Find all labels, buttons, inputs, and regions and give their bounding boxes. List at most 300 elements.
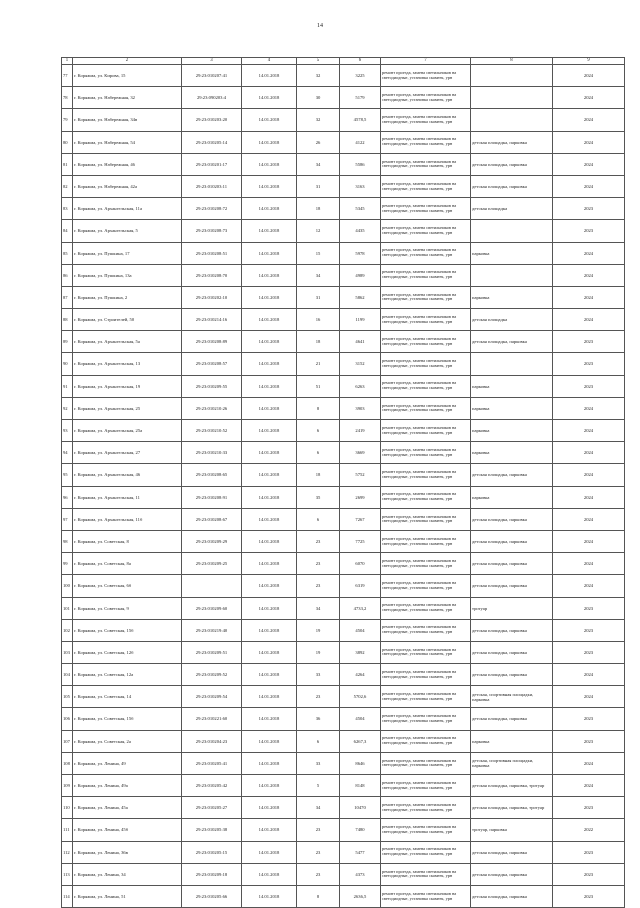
cadastral-number-cell: 29:23:010202:10 (182, 286, 242, 308)
year-cell: 2023 (553, 220, 625, 242)
column-header: 4 (242, 58, 297, 65)
additional-works-cell: детская площадка, парковка (471, 131, 553, 153)
address-cell: г. Коряжма, ул. Набережная, 32 (73, 87, 182, 109)
header-row (62, 58, 625, 65)
works-cell: ремонт проезда, замена светильников на светодиодные, установка скамеек, урн (381, 175, 471, 197)
address-cell: г. Коряжма, ул. Пушкина, 13а (73, 264, 182, 286)
cadastral-number-cell: 29:23:010209:54 (182, 686, 242, 708)
area-cell: 2699 (340, 486, 381, 508)
year-cell: 2024 (553, 309, 625, 331)
cadastral-number-cell: 29:23:010205:38 (182, 819, 242, 841)
area-cell: 5477 (340, 841, 381, 863)
year-cell: 2024 (553, 242, 625, 264)
address-cell: г. Коряжма, ул. Набережная, 46 (73, 153, 182, 175)
table-body (62, 65, 625, 908)
additional-works-cell: парковка (471, 730, 553, 752)
works-cell: ремонт проезда, замена светильников на светодиодные, установка скамеек, урн (381, 109, 471, 131)
row-number: 89 (62, 331, 73, 353)
works-cell: ремонт проезда, замена светильников на светодиодные, установка скамеек, урн (381, 597, 471, 619)
table-row (62, 530, 625, 552)
count-cell: 33 (297, 752, 340, 774)
cadastral-number-cell: 29:23:010208:73 (182, 220, 242, 242)
works-cell: ремонт проезда, замена светильников на светодиодные, установка скамеек, урн (381, 198, 471, 220)
address-cell: г. Коряжма, ул. Архангельская, 11а (73, 198, 182, 220)
row-number: 103 (62, 641, 73, 663)
table-row (62, 397, 625, 419)
additional-works-cell: детская площадка (471, 309, 553, 331)
cadastral-number-cell: 29:23:010205:27 (182, 797, 242, 819)
additional-works-cell: детская площадка, парковка (471, 331, 553, 353)
additional-works-cell: парковка (471, 242, 553, 264)
works-cell: ремонт проезда, замена светильников на светодиодные, установка скамеек, урн (381, 641, 471, 663)
address-cell: г. Коряжма, ул. Архангельская, 13 (73, 353, 182, 375)
area-cell: 4989 (340, 264, 381, 286)
cadastral-number-cell: 29:23:010208:67 (182, 508, 242, 530)
count-cell: 26 (297, 131, 340, 153)
column-header: 7 (381, 58, 471, 65)
row-number: 102 (62, 619, 73, 641)
count-cell: 18 (297, 198, 340, 220)
year-cell: 2023 (553, 641, 625, 663)
address-cell: г. Коряжма, ул. Пушкина, 2 (73, 286, 182, 308)
works-cell: ремонт проезда, замена светильников на светодиодные, установка скамеек, урн (381, 686, 471, 708)
additional-works-cell (471, 65, 553, 87)
date-cell: 14.01.2018 (242, 752, 297, 774)
address-cell: г. Коряжма, ул. Советская, 8а (73, 553, 182, 575)
year-cell: 2024 (553, 175, 625, 197)
row-number: 112 (62, 841, 73, 863)
area-cell: 4733,2 (340, 597, 381, 619)
date-cell: 14.01.2018 (242, 198, 297, 220)
area-cell: 4641 (340, 331, 381, 353)
row-number: 94 (62, 442, 73, 464)
row-number: 84 (62, 220, 73, 242)
address-cell: г. Коряжма, ул. Набережная, 34в (73, 109, 182, 131)
date-cell: 14.01.2018 (242, 597, 297, 619)
address-cell: г. Коряжма, ул. Советская, 9 (73, 597, 182, 619)
works-cell: ремонт проезда, замена светильников на светодиодные, установка скамеек, урн (381, 819, 471, 841)
additional-works-cell (471, 264, 553, 286)
address-cell: г. Коряжма, ул. Ленина, 45а (73, 797, 182, 819)
column-header: 5 (297, 58, 340, 65)
table-row (62, 464, 625, 486)
works-cell: ремонт проезда, замена светильников на светодиодные, установка скамеек, урн (381, 65, 471, 87)
row-number: 88 (62, 309, 73, 331)
year-cell: 2023 (553, 375, 625, 397)
works-cell: ремонт проезда, замена светильников на светодиодные, установка скамеек, урн (381, 508, 471, 530)
date-cell: 14.01.2018 (242, 442, 297, 464)
year-cell: 2024 (553, 420, 625, 442)
additional-works-cell: детская площадка, парковка (471, 841, 553, 863)
count-cell: 6 (297, 508, 340, 530)
cadastral-number-cell (182, 575, 242, 597)
count-cell: 35 (297, 486, 340, 508)
works-cell: ремонт проезда, замена светильников на светодиодные, установка скамеек, урн (381, 619, 471, 641)
year-cell: 2024 (553, 109, 625, 131)
row-number: 80 (62, 131, 73, 153)
address-cell: г. Коряжма, ул. Архангельская, 25 (73, 397, 182, 419)
table-row (62, 131, 625, 153)
additional-works-cell: детская площадка (471, 198, 553, 220)
works-cell: ремонт проезда, замена светильников на светодиодные, установка скамеек, урн (381, 775, 471, 797)
count-cell: 34 (297, 153, 340, 175)
area-cell: 5345 (340, 198, 381, 220)
area-cell: 6267,3 (340, 730, 381, 752)
cadastral-number-cell: 29:23:010210:33 (182, 442, 242, 464)
works-cell: ремонт проезда, замена светильников на светодиодные, установка скамеек, урн (381, 264, 471, 286)
table-row (62, 175, 625, 197)
date-cell: 14.01.2018 (242, 375, 297, 397)
works-cell: ремонт проезда, замена светильников на светодиодные, установка скамеек, урн (381, 353, 471, 375)
count-cell: 6 (297, 442, 340, 464)
cadastral-number-cell: 29:23:010205:66 (182, 885, 242, 907)
area-cell: 3152 (340, 353, 381, 375)
count-cell: 31 (297, 286, 340, 308)
address-cell: г. Коряжма, ул. Ленина, 49а (73, 775, 182, 797)
date-cell: 14.01.2018 (242, 420, 297, 442)
year-cell: 2024 (553, 553, 625, 575)
date-cell: 14.01.2018 (242, 530, 297, 552)
cadastral-number-cell: 29:23:010205:14 (182, 131, 242, 153)
year-cell: 2023 (553, 730, 625, 752)
works-cell: ремонт проезда, замена светильников на светодиодные, установка скамеек, урн (381, 131, 471, 153)
area-cell: 5978 (340, 242, 381, 264)
address-cell: г. Коряжма, ул. Ленина, 49 (73, 752, 182, 774)
date-cell: 14.01.2018 (242, 619, 297, 641)
table-row (62, 597, 625, 619)
year-cell: 2023 (553, 797, 625, 819)
additional-works-cell: детская площадка, парковка (471, 885, 553, 907)
address-cell: г. Коряжма, ул. Советская, 6б (73, 575, 182, 597)
count-cell: 36 (297, 708, 340, 730)
table-row (62, 841, 625, 863)
works-cell: ремонт проезда, замена светильников на светодиодные, установка скамеек, урн (381, 708, 471, 730)
row-number: 77 (62, 65, 73, 87)
cadastral-number-cell: 29:23:010203:20 (182, 109, 242, 131)
year-cell: 2024 (553, 486, 625, 508)
area-cell: 5702,6 (340, 686, 381, 708)
column-header: 2 (73, 58, 182, 65)
year-cell: 2024 (553, 530, 625, 552)
row-number: 99 (62, 553, 73, 575)
area-cell: 6263 (340, 375, 381, 397)
address-cell: г. Коряжма, ул. Архангельская, 11б (73, 508, 182, 530)
additional-works-cell: детская площадка, парковка (471, 641, 553, 663)
row-number: 114 (62, 885, 73, 907)
year-cell: 2024 (553, 464, 625, 486)
date-cell: 14.01.2018 (242, 885, 297, 907)
table-row (62, 286, 625, 308)
row-number: 105 (62, 686, 73, 708)
year-cell: 2024 (553, 575, 625, 597)
cadastral-number-cell: 29:23:010214:16 (182, 309, 242, 331)
table-row (62, 508, 625, 530)
cadastral-number-cell: 29:23:010208:89 (182, 331, 242, 353)
date-cell: 14.01.2018 (242, 175, 297, 197)
date-cell: 14.01.2018 (242, 797, 297, 819)
works-cell: ремонт проезда, замена светильников на светодиодные, установка скамеек, урн (381, 242, 471, 264)
area-cell: 4122 (340, 131, 381, 153)
works-cell: ремонт проезда, замена светильников на светодиодные, установка скамеек, урн (381, 530, 471, 552)
table-row (62, 87, 625, 109)
cadastral-number-cell: 29:23:010210:52 (182, 420, 242, 442)
row-number: 79 (62, 109, 73, 131)
address-cell: г. Коряжма, ул. Архангельская, 5а (73, 331, 182, 353)
year-cell: 2024 (553, 153, 625, 175)
row-number: 98 (62, 530, 73, 552)
address-cell: г. Коряжма, ул. Кирова, 15 (73, 65, 182, 87)
table-row (62, 309, 625, 331)
year-cell: 2023 (553, 198, 625, 220)
column-header: 6 (340, 58, 381, 65)
additional-works-cell: парковка (471, 397, 553, 419)
table-row (62, 752, 625, 774)
area-cell: 4504 (340, 708, 381, 730)
address-cell: г. Коряжма, ул. Ленина, 36в (73, 841, 182, 863)
area-cell: 5752 (340, 464, 381, 486)
address-cell: г. Коряжма, ул. Советская, 15б (73, 708, 182, 730)
additional-works-cell: детская, спортивная площадки, парковка (471, 752, 553, 774)
additional-works-cell: детская площадка, парковка (471, 508, 553, 530)
date-cell: 14.01.2018 (242, 508, 297, 530)
address-cell: г. Коряжма, ул. Ленина, 51 (73, 885, 182, 907)
address-cell: г. Коряжма, ул. Архангельская, 5 (73, 220, 182, 242)
additional-works-cell: детская площадка, парковка (471, 175, 553, 197)
additional-works-cell: детская площадка, парковка (471, 153, 553, 175)
date-cell: 14.01.2018 (242, 664, 297, 686)
date-cell: 14.01.2018 (242, 264, 297, 286)
count-cell: 32 (297, 65, 340, 87)
cadastral-number-cell: 29:23:010208:51 (182, 242, 242, 264)
count-cell: 23 (297, 841, 340, 863)
table-row (62, 153, 625, 175)
row-number: 100 (62, 575, 73, 597)
additional-works-cell: тротуар (471, 597, 553, 619)
row-number: 95 (62, 464, 73, 486)
table-row (62, 797, 625, 819)
row-number: 111 (62, 819, 73, 841)
count-cell: 23 (297, 575, 340, 597)
cadastral-number-cell: 29:23:010208:91 (182, 486, 242, 508)
area-cell: 7267 (340, 508, 381, 530)
table-row (62, 420, 625, 442)
table-row (62, 708, 625, 730)
additional-works-cell: детская площадка, парковка, тротуар (471, 775, 553, 797)
works-cell: ремонт проезда, замена светильников на светодиодные, установка скамеек, урн (381, 286, 471, 308)
additional-works-cell: детская площадка, парковка (471, 530, 553, 552)
works-cell: ремонт проезда, замена светильников на светодиодные, установка скамеек, урн (381, 420, 471, 442)
count-cell: 30 (297, 87, 340, 109)
row-number: 96 (62, 486, 73, 508)
year-cell: 2024 (553, 752, 625, 774)
date-cell: 14.01.2018 (242, 819, 297, 841)
date-cell: 14.01.2018 (242, 65, 297, 87)
year-cell: 2022 (553, 819, 625, 841)
address-cell: г. Коряжма, ул. Строителей, 50 (73, 309, 182, 331)
cadastral-number-cell: 29:23:010203:11 (182, 175, 242, 197)
area-cell: 4504 (340, 619, 381, 641)
additional-works-cell (471, 220, 553, 242)
address-cell: г. Коряжма, ул. Советская, 8 (73, 530, 182, 552)
table-row (62, 730, 625, 752)
works-cell: ремонт проезда, замена светильников на светодиодные, установка скамеек, урн (381, 331, 471, 353)
year-cell: 2024 (553, 775, 625, 797)
table-row (62, 486, 625, 508)
row-number: 107 (62, 730, 73, 752)
row-number: 113 (62, 863, 73, 885)
date-cell: 14.01.2018 (242, 220, 297, 242)
address-cell: г. Коряжма, ул. Ленина, 45б (73, 819, 182, 841)
address-cell: г. Коряжма, ул. Советская, 12б (73, 641, 182, 663)
date-cell: 14.01.2018 (242, 486, 297, 508)
address-cell: г. Коряжма, ул. Архангельская, 46 (73, 464, 182, 486)
row-number: 109 (62, 775, 73, 797)
area-cell: 8646 (340, 752, 381, 774)
date-cell: 14.01.2018 (242, 353, 297, 375)
works-cell: ремонт проезда, замена светильников на светодиодные, установка скамеек, урн (381, 397, 471, 419)
date-cell: 14.01.2018 (242, 286, 297, 308)
area-cell: 4373 (340, 863, 381, 885)
count-cell: 6 (297, 420, 340, 442)
table-row (62, 242, 625, 264)
year-cell: 2024 (553, 286, 625, 308)
additional-works-cell: парковка (471, 420, 553, 442)
count-cell: 34 (297, 797, 340, 819)
additional-works-cell: детская, спортивная площадки, парковка (471, 686, 553, 708)
count-cell: 18 (297, 331, 340, 353)
date-cell: 14.01.2018 (242, 397, 297, 419)
count-cell: 19 (297, 641, 340, 663)
additional-works-cell: парковка (471, 375, 553, 397)
works-cell: ремонт проезда, замена светильников на светодиодные, установка скамеек, урн (381, 797, 471, 819)
column-header: 3 (182, 58, 242, 65)
cadastral-number-cell: 29:23:010219:40 (182, 619, 242, 641)
count-cell: 19 (297, 619, 340, 641)
works-cell: ремонт проезда, замена светильников на светодиодные, установка скамеек, урн (381, 375, 471, 397)
table-row (62, 641, 625, 663)
year-cell: 2024 (553, 131, 625, 153)
year-cell: 2023 (553, 353, 625, 375)
year-cell: 2024 (553, 397, 625, 419)
row-number: 91 (62, 375, 73, 397)
date-cell: 14.01.2018 (242, 464, 297, 486)
cadastral-number-cell: 29:23:010209:55 (182, 375, 242, 397)
date-cell: 14.01.2018 (242, 863, 297, 885)
area-cell: 6070 (340, 553, 381, 575)
additional-works-cell: парковка (471, 486, 553, 508)
cadastral-number-cell: 29:23:010208:57 (182, 353, 242, 375)
additional-works-cell: детская площадка, парковка (471, 575, 553, 597)
yard-improvement-table (61, 57, 625, 908)
table-row (62, 619, 625, 641)
column-header: 8 (471, 58, 553, 65)
year-cell: 2023 (553, 331, 625, 353)
table-row (62, 575, 625, 597)
year-cell: 2024 (553, 664, 625, 686)
area-cell: 7480 (340, 819, 381, 841)
additional-works-cell: детская площадка, парковка (471, 553, 553, 575)
additional-works-cell: детская площадка, парковка, тротуар (471, 797, 553, 819)
works-cell: ремонт проезда, замена светильников на светодиодные, установка скамеек, урн (381, 664, 471, 686)
cadastral-number-cell: 29:23:010221:60 (182, 708, 242, 730)
cadastral-number-cell: 29:23:010208:65 (182, 464, 242, 486)
column-header: 1 (62, 58, 73, 65)
row-number: 106 (62, 708, 73, 730)
date-cell: 14.01.2018 (242, 131, 297, 153)
date-cell: 14.01.2018 (242, 553, 297, 575)
date-cell: 14.01.2018 (242, 775, 297, 797)
count-cell: 23 (297, 686, 340, 708)
works-cell: ремонт проезда, замена светильников на светодиодные, установка скамеек, урн (381, 885, 471, 907)
cadastral-number-cell: 29:23:010208:70 (182, 264, 242, 286)
date-cell: 14.01.2018 (242, 708, 297, 730)
page-number: 14 (317, 23, 323, 29)
year-cell: 2024 (553, 65, 625, 87)
row-number: 104 (62, 664, 73, 686)
area-cell: 2419 (340, 420, 381, 442)
table-row (62, 442, 625, 464)
additional-works-cell: детская площадка, парковка (471, 664, 553, 686)
date-cell: 14.01.2018 (242, 153, 297, 175)
row-number: 83 (62, 198, 73, 220)
table-row (62, 819, 625, 841)
count-cell: 23 (297, 863, 340, 885)
additional-works-cell (471, 87, 553, 109)
table-row (62, 264, 625, 286)
works-cell: ремонт проезда, замена светильников на светодиодные, установка скамеек, урн (381, 464, 471, 486)
year-cell: 2024 (553, 264, 625, 286)
area-cell: 5179 (340, 87, 381, 109)
row-number: 78 (62, 87, 73, 109)
count-cell: 33 (297, 664, 340, 686)
row-number: 81 (62, 153, 73, 175)
count-cell: 18 (297, 464, 340, 486)
area-cell: 4264 (340, 664, 381, 686)
area-cell: 4578,5 (340, 109, 381, 131)
year-cell: 2023 (553, 863, 625, 885)
area-cell: 3225 (340, 65, 381, 87)
cadastral-number-cell: 29:23:010205:42 (182, 775, 242, 797)
row-number: 92 (62, 397, 73, 419)
year-cell: 2023 (553, 885, 625, 907)
row-number: 108 (62, 752, 73, 774)
row-number: 86 (62, 264, 73, 286)
count-cell: 12 (297, 220, 340, 242)
date-cell: 14.01.2018 (242, 841, 297, 863)
additional-works-cell (471, 353, 553, 375)
year-cell: 2023 (553, 841, 625, 863)
date-cell: 14.01.2018 (242, 87, 297, 109)
table-row (62, 331, 625, 353)
column-header: 9 (553, 58, 625, 65)
area-cell: 4435 (340, 220, 381, 242)
year-cell: 2024 (553, 508, 625, 530)
address-cell: г. Коряжма, ул. Архангельская, 27 (73, 442, 182, 464)
address-cell: г. Коряжма, ул. Советская, 12а (73, 664, 182, 686)
date-cell: 14.01.2018 (242, 109, 297, 131)
row-number: 101 (62, 597, 73, 619)
cadastral-number-cell: 29:23:010209:18 (182, 863, 242, 885)
date-cell: 14.01.2018 (242, 730, 297, 752)
year-cell: 2023 (553, 708, 625, 730)
works-cell: ремонт проезда, замена светильников на светодиодные, установка скамеек, урн (381, 87, 471, 109)
table-row (62, 664, 625, 686)
count-cell: 51 (297, 375, 340, 397)
cadastral-number-cell: 29:23:010209:60 (182, 597, 242, 619)
works-cell: ремонт проезда, замена светильников на светодиодные, установка скамеек, урн (381, 752, 471, 774)
count-cell: 16 (297, 309, 340, 331)
date-cell: 14.01.2018 (242, 686, 297, 708)
